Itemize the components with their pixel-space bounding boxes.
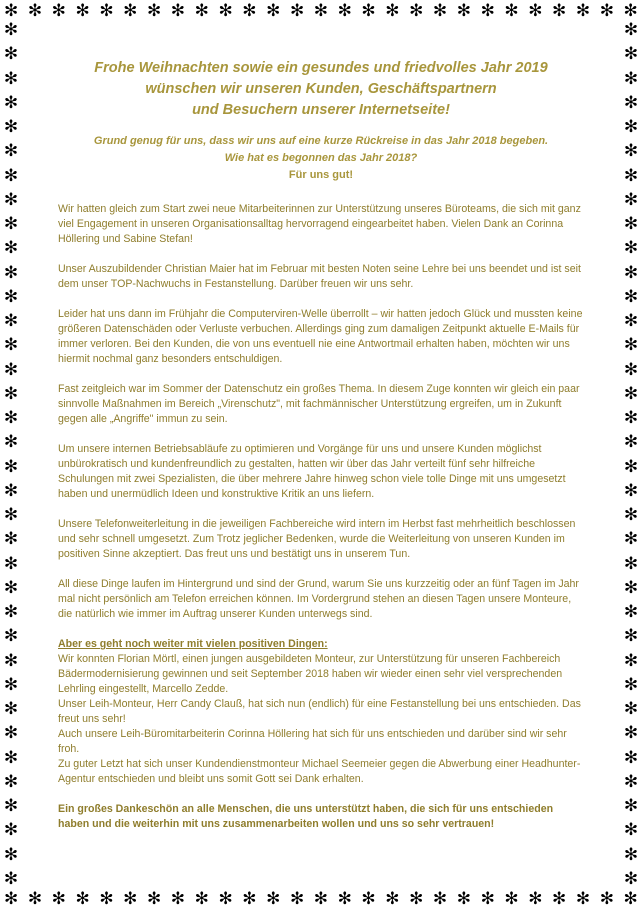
closing-thanks: Ein großes Dankeschön an alle Menschen, die uns unterstützt haben, die sich für uns entschieden haben und die weiterhin mit uns zusammenarbeiten wollen und uns so sehr vertrauen! (58, 803, 554, 830)
intro-line-1: Grund genug für uns, dass wir uns auf eine kurze Rückreise in das Jahr 2018 begeben. (93, 135, 549, 147)
asterisk-star-icon: ✻ (3, 529, 19, 550)
asterisk-star-icon: ✻ (3, 165, 19, 186)
asterisk-star-icon: ✻ (480, 888, 495, 909)
asterisk-star-icon: ✻ (3, 699, 19, 719)
asterisk-star-icon: ✻ (623, 408, 639, 428)
asterisk-star-icon: ✻ (480, 0, 495, 21)
asterisk-star-icon: ✻ (623, 456, 639, 477)
asterisk-star-icon: ✻ (3, 408, 19, 428)
positive-line-3: Auch unsere Leih-Büromitarbeiterin Corinna Höllering hat sich für uns entschieden und darüber sind wir sehr froh. (58, 728, 567, 755)
paragraph-new-staff: Wir hatten gleich zum Start zwei neue Mitarbeiterinnen zur Unterstützung unseres Büroteams, die sich mit ganz viel Engagement in unseren Organisationsalltag hervorragend eingearbeitet haben. Vielen Dank an Corinna Höllering und Sabine Stefan! (58, 203, 581, 245)
asterisk-star-icon: ✻ (313, 888, 329, 909)
asterisk-star-icon: ✻ (623, 650, 639, 671)
asterisk-star-icon: ✻ (3, 189, 19, 210)
asterisk-star-icon: ✻ (3, 456, 19, 477)
paragraph-data-protection: Fast zeitgleich war im Sommer der Datenschutz ein großes Thema. In diesem Zuge konnten wir gleich ein paar sinnvolle Maßnahmen im Bereich „Virenschutz", mit fachmännischer Unterstützung ergreifen, um in Zukunft gegen alle „Angriffe" immun zu sein. (58, 383, 580, 425)
asterisk-star-icon: ✻ (552, 0, 567, 21)
asterisk-star-icon: ✻ (623, 165, 639, 186)
asterisk-star-icon: ✻ (194, 0, 209, 21)
asterisk-star-icon: ✻ (123, 0, 138, 21)
asterisk-star-icon: ✻ (552, 888, 567, 909)
asterisk-star-icon: ✻ (3, 432, 19, 453)
asterisk-star-icon: ✻ (3, 747, 19, 768)
asterisk-star-icon: ✻ (409, 888, 424, 909)
asterisk-star-icon: ✻ (623, 311, 639, 331)
asterisk-star-icon: ✻ (99, 0, 114, 21)
asterisk-star-icon: ✻ (456, 0, 471, 21)
asterisk-star-icon: ✻ (623, 262, 639, 283)
asterisk-star-icon: ✻ (194, 888, 209, 909)
asterisk-star-icon: ✻ (123, 888, 138, 909)
asterisk-star-icon: ✻ (170, 888, 186, 909)
paragraph-apprentice: Unser Auszubildender Christian Maier hat im Februar mit besten Noten seine Lehre bei uns beendet und ist seit dem unser TOP-Nachwuchs in Festanstellung. Darüber freuen wir uns sehr. (58, 263, 581, 290)
asterisk-star-icon: ✻ (623, 529, 639, 550)
asterisk-star-icon: ✻ (3, 480, 19, 501)
intro-block (58, 133, 584, 184)
asterisk-star-icon: ✻ (623, 44, 639, 65)
asterisk-star-icon: ✻ (3, 674, 19, 695)
asterisk-star-icon: ✻ (623, 117, 639, 137)
asterisk-star-icon: ✻ (599, 888, 614, 909)
asterisk-star-icon: ✻ (51, 0, 66, 21)
asterisk-star-icon: ✻ (3, 141, 19, 162)
title-line-1: Frohe Weihnachten sowie ein gesundes und friedvolles Jahr 2019 (94, 60, 548, 76)
asterisk-star-icon: ✻ (361, 0, 376, 21)
asterisk-star-icon: ✻ (3, 20, 19, 40)
asterisk-star-icon: ✻ (3, 262, 19, 283)
asterisk-star-icon: ✻ (623, 0, 638, 21)
asterisk-star-icon: ✻ (623, 505, 639, 525)
asterisk-star-icon: ✻ (3, 311, 19, 331)
asterisk-star-icon: ✻ (385, 0, 400, 21)
asterisk-star-icon: ✻ (337, 0, 352, 21)
asterisk-star-icon: ✻ (27, 888, 43, 909)
asterisk-star-icon: ✻ (528, 888, 543, 909)
asterisk-star-icon: ✻ (623, 771, 639, 792)
asterisk-star-icon: ✻ (99, 888, 114, 909)
asterisk-star-icon: ✻ (218, 888, 233, 909)
asterisk-star-icon: ✻ (623, 432, 639, 453)
asterisk-star-icon: ✻ (623, 626, 639, 647)
asterisk-star-icon: ✻ (3, 553, 19, 574)
asterisk-star-icon: ✻ (3, 92, 19, 113)
asterisk-star-icon: ✻ (313, 0, 329, 21)
border-left (0, 22, 22, 888)
asterisk-star-icon: ✻ (623, 189, 639, 210)
asterisk-star-icon: ✻ (337, 888, 352, 909)
asterisk-star-icon: ✻ (266, 888, 281, 909)
asterisk-star-icon: ✻ (623, 238, 639, 259)
title-line-3: und Besuchern unserer Internetseite! (192, 102, 450, 118)
asterisk-star-icon: ✻ (623, 68, 639, 89)
border-bottom (0, 888, 642, 910)
asterisk-star-icon: ✻ (3, 286, 19, 307)
asterisk-star-icon: ✻ (623, 480, 639, 501)
title-line-2: wünschen wir unseren Kunden, Geschäftspartnern (145, 81, 497, 97)
asterisk-star-icon: ✻ (3, 335, 19, 356)
intro-line-3: Für uns gut! (288, 169, 354, 181)
asterisk-star-icon: ✻ (75, 0, 90, 21)
asterisk-star-icon: ✻ (146, 888, 162, 909)
asterisk-star-icon: ✻ (623, 674, 639, 695)
asterisk-star-icon: ✻ (3, 602, 19, 622)
asterisk-star-icon: ✻ (3, 238, 19, 259)
asterisk-star-icon: ✻ (456, 888, 471, 909)
asterisk-star-icon: ✻ (3, 505, 19, 525)
asterisk-star-icon: ✻ (3, 359, 19, 380)
asterisk-star-icon: ✻ (623, 335, 639, 356)
asterisk-star-icon: ✻ (361, 888, 376, 909)
asterisk-star-icon: ✻ (385, 888, 400, 909)
asterisk-star-icon: ✻ (623, 699, 639, 719)
asterisk-star-icon: ✻ (4, 888, 19, 909)
asterisk-star-icon: ✻ (623, 888, 638, 909)
asterisk-star-icon: ✻ (4, 0, 19, 21)
asterisk-star-icon: ✻ (575, 0, 591, 21)
paragraph-training: Um unsere internen Betriebsabläufe zu optimieren und Vorgänge für uns und unsere Kunden möglichst unbürokratisch und kundenfreundlich zu gestalten, hatten wir über das Jahr verteilt fünf sehr hilfreiche Schulungen mit zwei Spezialisten, die über mehrere Jahre hinweg schon viele tolle Dinge mit uns umgesetzt haben und unermüdlich Ideen und konstruktive Kritik an uns liefern. (58, 443, 566, 500)
asterisk-star-icon: ✻ (623, 286, 639, 307)
letter-content (58, 58, 584, 832)
asterisk-star-icon: ✻ (432, 0, 448, 21)
asterisk-star-icon: ✻ (623, 359, 639, 380)
asterisk-star-icon: ✻ (3, 723, 19, 744)
asterisk-star-icon: ✻ (75, 888, 90, 909)
asterisk-star-icon: ✻ (575, 888, 591, 909)
asterisk-star-icon: ✻ (51, 888, 66, 909)
asterisk-star-icon: ✻ (432, 888, 448, 909)
positive-line-1: Wir konnten Florian Mörtl, einen jungen ausgebildeten Monteur, zur Unterstützung für unseren Fachbereich Bädermodernisierung gewinnen und seit September 2018 haben wir wieder einen sehr viel versprechenden Lehrling eingestellt, Marcello Zedde. (58, 653, 563, 695)
asterisk-star-icon: ✻ (289, 888, 305, 909)
asterisk-star-icon: ✻ (599, 0, 614, 21)
border-top (0, 0, 642, 22)
asterisk-star-icon: ✻ (218, 0, 233, 21)
asterisk-star-icon: ✻ (242, 888, 257, 909)
paragraph-phone-forwarding: Unsere Telefonweiterleitung in die jeweiligen Fachbereiche wird intern im Herbst fast mehrheitlich beschlossen und sehr schnell umgesetzt. Zum Trotz jeglicher Bedenken, wurde die Weiterleitung von unseren Kunden im positiven Sinne akzeptiert. Das freut uns und bestätigt uns in unserem Tun. (58, 518, 576, 560)
paragraph-background: All diese Dinge laufen im Hintergrund und sind der Grund, warum Sie uns kurzzeitig oder an fünf Tagen im Jahr mal nicht persönlich am Telefon erreichen können. Im Vordergrund stehen an diesen Tagen unsere Monteure, die natürlich wie immer im Auftrag unserer Kunden unterwegs sind. (58, 578, 579, 620)
asterisk-star-icon: ✻ (3, 796, 19, 816)
asterisk-star-icon: ✻ (3, 771, 19, 792)
asterisk-star-icon: ✻ (528, 0, 543, 21)
asterisk-star-icon: ✻ (3, 650, 19, 671)
intro-line-2: Wie hat es begonnen das Jahr 2018? (224, 152, 418, 164)
asterisk-star-icon: ✻ (623, 602, 639, 622)
asterisk-star-icon: ✻ (3, 383, 19, 404)
asterisk-star-icon: ✻ (623, 868, 639, 889)
paragraph-virus: Leider hat uns dann im Frühjahr die Computerviren-Welle überrollt – wir hatten jedoch Glück und mussten keine größeren Datenschäden oder Verluste verbuchen. Allerdings ging zum damaligen Zeitpunkt aktuelle E-Mails für immer verloren. Bei den Kunden, die von uns eventuell nie eine Antwortmail erhalten haben, möchten wir uns hiermit nochmal ganz besonders entschuldigen. (58, 308, 583, 365)
asterisk-star-icon: ✻ (504, 888, 519, 909)
asterisk-star-icon: ✻ (623, 796, 639, 816)
positive-line-4: Zu guter Letzt hat sich unser Kundendienstmonteur Michael Seemeier gegen die Abwerbung einer Headhunter-Agentur entschieden und bleibt uns somit Gott sei Dank erhalten. (58, 758, 581, 785)
asterisk-star-icon: ✻ (242, 0, 257, 21)
asterisk-star-icon: ✻ (170, 0, 186, 21)
asterisk-star-icon: ✻ (623, 747, 639, 768)
asterisk-star-icon: ✻ (266, 0, 281, 21)
asterisk-star-icon: ✻ (3, 844, 19, 865)
asterisk-star-icon: ✻ (623, 383, 639, 404)
positive-line-2: Unser Leih-Monteur, Herr Candy Clauß, hat sich nun (endlich) für eine Festanstellung bei uns entschieden. Das freut uns sehr! (58, 698, 581, 725)
positive-heading: Aber es geht noch weiter mit vielen positiven Dingen: (58, 638, 328, 650)
asterisk-star-icon: ✻ (623, 820, 639, 841)
asterisk-star-icon: ✻ (504, 0, 519, 21)
asterisk-star-icon: ✻ (623, 20, 639, 40)
asterisk-star-icon: ✻ (3, 68, 19, 89)
asterisk-star-icon: ✻ (623, 577, 639, 598)
asterisk-star-icon: ✻ (3, 626, 19, 647)
greeting-title (58, 58, 584, 121)
asterisk-star-icon: ✻ (623, 214, 639, 234)
asterisk-star-icon: ✻ (3, 868, 19, 889)
border-right (620, 22, 642, 888)
asterisk-star-icon: ✻ (3, 820, 19, 841)
asterisk-star-icon: ✻ (409, 0, 424, 21)
asterisk-star-icon: ✻ (289, 0, 305, 21)
asterisk-star-icon: ✻ (3, 44, 19, 65)
asterisk-star-icon: ✻ (3, 117, 19, 137)
asterisk-star-icon: ✻ (623, 141, 639, 162)
asterisk-star-icon: ✻ (623, 553, 639, 574)
asterisk-star-icon: ✻ (27, 0, 43, 21)
asterisk-star-icon: ✻ (623, 844, 639, 865)
asterisk-star-icon: ✻ (623, 723, 639, 744)
asterisk-star-icon: ✻ (3, 214, 19, 234)
asterisk-star-icon: ✻ (623, 92, 639, 113)
asterisk-star-icon: ✻ (3, 577, 19, 598)
asterisk-star-icon: ✻ (146, 0, 162, 21)
